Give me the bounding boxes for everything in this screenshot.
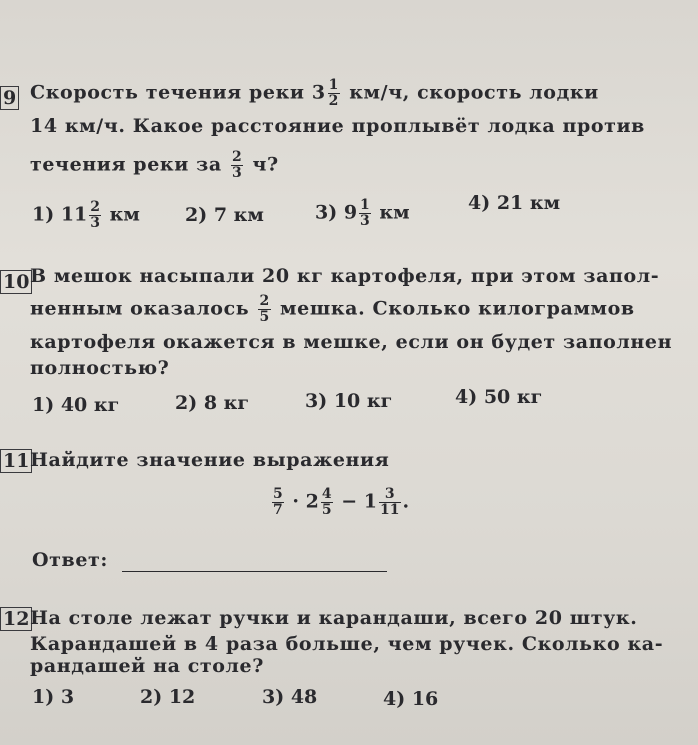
answer-label: Ответ: bbox=[32, 549, 109, 571]
task-number: 12 bbox=[0, 607, 32, 631]
task-text-line: картофеля окажется в мешке, если он будет заполнен bbox=[30, 331, 673, 353]
task-text-line: 14 км/ч. Какое расстояние проплывёт лодка против bbox=[30, 115, 645, 137]
task-text-line: Скорость течения реки 3 $\frac{1}{2}$ км/ч, скорость лодки bbox=[30, 77, 599, 109]
fraction: $\frac{5}{7}$ bbox=[273, 486, 283, 518]
answer-option[interactable]: 3) 10 кг bbox=[305, 390, 393, 412]
answer-option[interactable]: 4) 21 км bbox=[468, 192, 561, 214]
task-number: 10 bbox=[0, 270, 32, 294]
answer-blank[interactable] bbox=[122, 551, 387, 572]
answer-option[interactable]: 3) 48 bbox=[262, 686, 318, 708]
answer-option[interactable]: 1) 40 кг bbox=[32, 394, 120, 416]
fraction: $\frac{2}{5}$ bbox=[259, 293, 270, 325]
answer-option[interactable]: 2) 8 кг bbox=[175, 392, 250, 414]
answer-option[interactable]: 1) 3 bbox=[32, 686, 75, 708]
task-text-line: ненным оказалось $\frac{2}{5}$ мешка. Сколько килограммов bbox=[30, 293, 635, 325]
fraction: $\frac{2}{3}$ bbox=[231, 149, 243, 181]
task-text-line: рандашей на столе? bbox=[30, 655, 264, 677]
task-text-line: В мешок насыпали 20 кг картофеля, при этом запол- bbox=[30, 265, 660, 287]
fraction: $\frac{4}{5}$ bbox=[321, 486, 332, 518]
fraction: $\frac{3}{11}$ bbox=[380, 486, 400, 518]
answer-option[interactable]: 2) 7 км bbox=[185, 204, 264, 226]
task-text-line: течения реки за $\frac{2}{3}$ ч? bbox=[30, 149, 279, 181]
math-expression: $\frac{5}{7}$ · 2 $\frac{4}{5}$ − 1 $\frac{3}{11}$ . bbox=[273, 486, 410, 518]
answer-row bbox=[32, 548, 387, 572]
task-number: 9 bbox=[0, 86, 19, 110]
answer-option[interactable]: 2) 12 bbox=[140, 686, 196, 708]
answer-option[interactable]: 4) 50 кг bbox=[455, 386, 543, 408]
answer-option[interactable]: 1) 11 $\frac{2}{3}$ км bbox=[32, 199, 140, 231]
task-number: 11 bbox=[0, 449, 32, 473]
task-text-line: Найдите значение выражения bbox=[30, 449, 390, 471]
task-text-line: Карандашей в 4 раза больше, чем ручек. Сколько ка- bbox=[30, 633, 664, 655]
answer-option[interactable]: 4) 16 bbox=[383, 688, 439, 710]
answer-option[interactable]: 3) 9 $\frac{1}{3}$ км bbox=[315, 197, 410, 229]
fraction: $\frac{1}{3}$ bbox=[360, 197, 370, 229]
fraction: $\frac{2}{3}$ bbox=[90, 199, 101, 231]
task-text-line: На столе лежат ручки и карандаши, всего 20 штук. bbox=[30, 607, 638, 629]
fraction: $\frac{1}{2}$ bbox=[328, 77, 340, 109]
task-text-line: полностью? bbox=[30, 357, 170, 379]
